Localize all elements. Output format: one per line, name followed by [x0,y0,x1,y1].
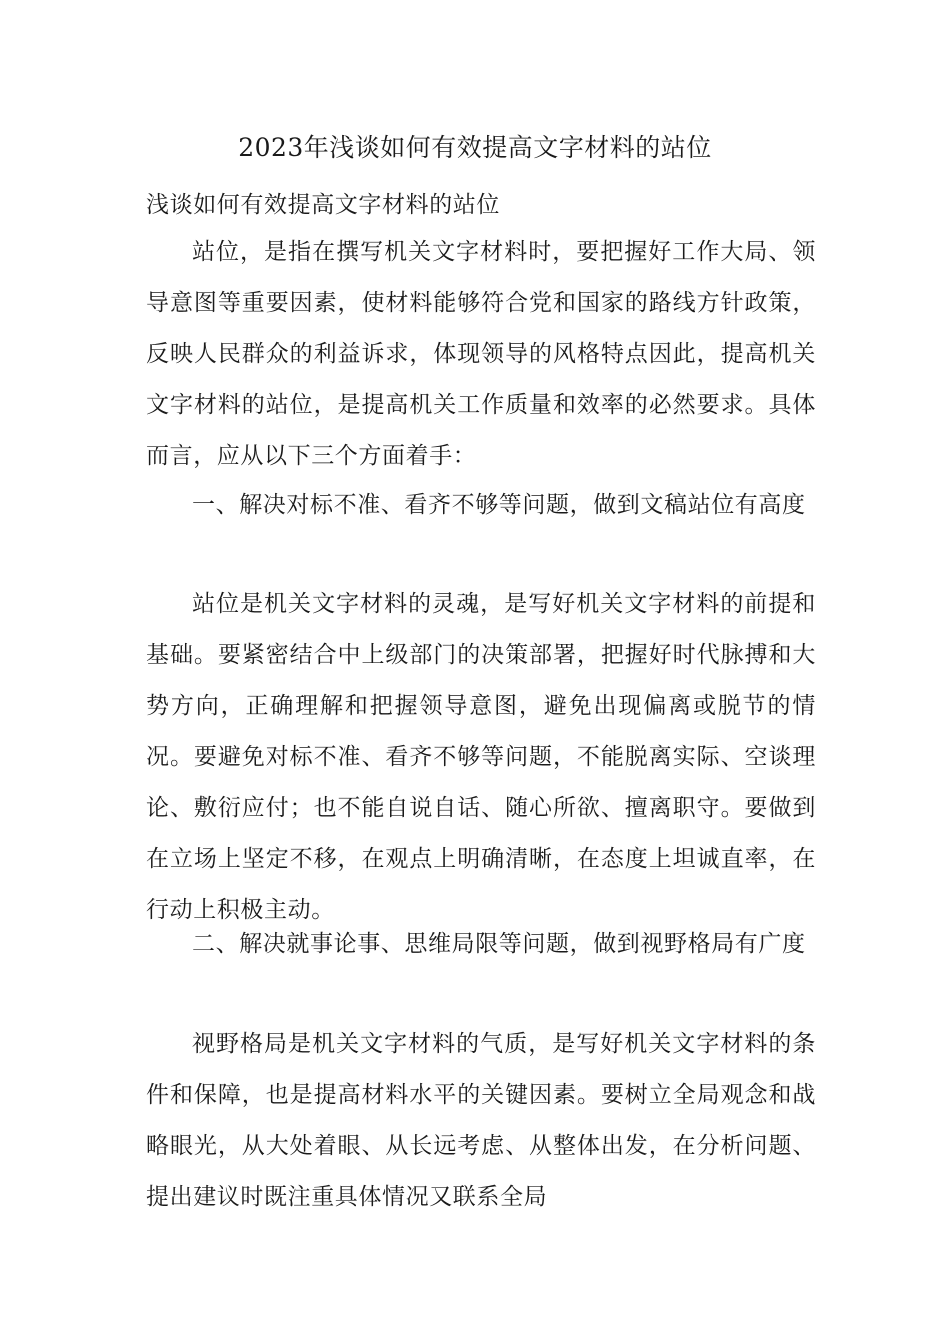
document-subtitle: 浅谈如何有效提高文字材料的站位 [146,192,500,218]
paragraph-intro: 站位，是指在撰写机关文字材料时，要把握好工作大局、领导意图等重要因素，使材料能够符合党和国家的路线方针政策，反映人民群众的利益诉求，体现领导的风格特点因此，提高机关文字材料的站位，是提高机关工作质量和效率的必然要求。具体而言，应从以下三个方面着手： [146,239,816,469]
paragraph-section-1: 站位是机关文字材料的灵魂，是写好机关文字材料的前提和基础。要紧密结合中上级部门的决策部署，把握好时代脉搏和大势方向，正确理解和把握领导意图，避免出现偏离或脱节的情况。要避免对标不准、看齐不够等问题，不能脱离实际、空谈理论、敷衍应付；也不能自说自话、随心所欲、擅离职守。要做到在立场上坚定不移，在观点上明确清晰，在态度上坦诚直率，在行动上积极主动。 [146,591,816,923]
paragraph-section-2: 视野格局是机关文字材料的气质，是写好机关文字材料的条件和保障，也是提高材料水平的关键因素。要树立全局观念和战略眼光，从大处着眼、从长远考虑、从整体出发，在分析问题、提出建议时既注重具体情况又联系全局 [146,1031,816,1210]
document-title: 2023年浅谈如何有效提高文字材料的站位 [238,133,712,162]
section-heading-1: 一、解决对标不准、看齐不够等问题，做到文稿站位有高度 [192,492,806,518]
section-heading-2: 二、解决就事论事、思维局限等问题，做到视野格局有广度 [192,931,806,957]
